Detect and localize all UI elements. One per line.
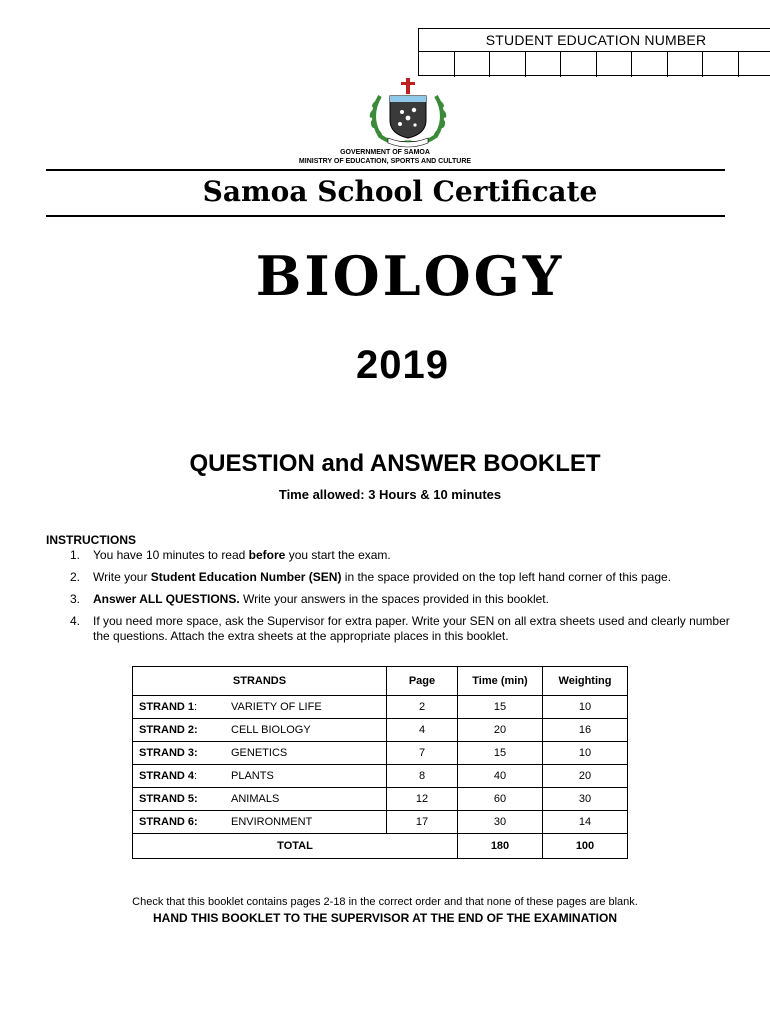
ministry-label: MINISTRY OF EDUCATION, SPORTS AND CULTURE (298, 158, 472, 165)
instruction-text: Write your answers in the spaces provided in this booklet. (239, 592, 549, 606)
strand-weighting: 30 (543, 788, 628, 811)
strand-weighting: 20 (543, 765, 628, 788)
check-note: Check that this booklet contains pages 2-18 in the correct order and that none of these pages are blank. (132, 896, 638, 908)
sen-cell[interactable] (419, 52, 455, 77)
strand-time: 15 (458, 696, 543, 719)
total-label: TOTAL (133, 834, 458, 859)
sen-cell[interactable] (490, 52, 526, 77)
instruction-text: in the space provided on the top left hand corner of this page. (341, 570, 672, 584)
strand-label: STRAND 4: (133, 765, 226, 788)
table-row (133, 788, 628, 811)
header-strands: STRANDS (133, 667, 387, 696)
time-allowed: Time allowed: 3 Hours & 10 minutes (278, 487, 502, 502)
sen-box (418, 28, 770, 76)
instructions-list (46, 548, 736, 651)
samoa-crest-icon (358, 76, 458, 148)
instruction-text: Write your (93, 570, 151, 584)
instruction-number: 1. (70, 548, 81, 562)
strand-time: 20 (458, 719, 543, 742)
sen-title: STUDENT EDUCATION NUMBER (419, 29, 770, 52)
sen-cells (419, 52, 770, 77)
strand-name: CELL BIOLOGY (225, 719, 387, 742)
table-row (133, 765, 628, 788)
strand-name: ANIMALS (225, 788, 387, 811)
instruction-emphasis: Student Education Number (SEN) (150, 570, 342, 584)
subject-title: BIOLOGY (255, 244, 565, 308)
sen-cell[interactable] (455, 52, 491, 77)
table-row (133, 719, 628, 742)
strand-name: GENETICS (225, 742, 387, 765)
sen-cell[interactable] (668, 52, 704, 77)
instruction-number: 4. (70, 614, 81, 628)
table-row (133, 742, 628, 765)
strand-time: 15 (458, 742, 543, 765)
table-row (133, 696, 628, 719)
divider (46, 215, 725, 217)
instruction-emphasis: before (248, 548, 286, 562)
total-weighting: 100 (543, 834, 628, 859)
instruction-text: If you need more space, ask the Supervisor for extra paper. Write your SEN on all extra sheets used and clearly number the questions. Attach the extra sheets at the appropriate places in this booklet. (93, 614, 730, 643)
strand-page: 17 (387, 811, 458, 834)
header-page: Page (387, 667, 458, 696)
sen-cell[interactable] (703, 52, 739, 77)
instruction-number: 2. (70, 570, 81, 584)
strand-weighting: 10 (543, 696, 628, 719)
strand-weighting: 10 (543, 742, 628, 765)
strand-name: VARIETY OF LIFE (225, 696, 387, 719)
instruction-item (46, 592, 736, 607)
instruction-emphasis: Answer ALL QUESTIONS. (93, 592, 240, 606)
strand-name: PLANTS (225, 765, 387, 788)
table-total-row (133, 834, 628, 859)
strand-label: STRAND 2: (133, 719, 226, 742)
instructions-heading: INSTRUCTIONS (46, 533, 136, 547)
strand-label: STRAND 3: (133, 742, 226, 765)
strand-time: 30 (458, 811, 543, 834)
strand-page: 7 (387, 742, 458, 765)
strand-page: 4 (387, 719, 458, 742)
strand-weighting: 14 (543, 811, 628, 834)
strands-table (132, 666, 628, 859)
sen-cell[interactable] (526, 52, 562, 77)
sen-cell[interactable] (561, 52, 597, 77)
sen-cell[interactable] (632, 52, 668, 77)
instruction-text: You have 10 minutes to read (93, 548, 249, 562)
instruction-text: you start the exam. (285, 548, 391, 562)
strand-page: 2 (387, 696, 458, 719)
strand-label: STRAND 5: (133, 788, 226, 811)
instruction-item (46, 570, 736, 585)
strand-time: 60 (458, 788, 543, 811)
sen-cell[interactable] (597, 52, 633, 77)
strand-weighting: 16 (543, 719, 628, 742)
sen-cell[interactable] (739, 52, 770, 77)
strand-label: STRAND 1: (133, 696, 226, 719)
table-header-row (133, 667, 628, 696)
booklet-title: QUESTION and ANSWER BOOKLET (189, 450, 601, 477)
hand-in-note: HAND THIS BOOKLET TO THE SUPERVISOR AT THE END OF THE EXAMINATION (152, 911, 618, 925)
certificate-title: Samoa School Certificate (202, 175, 598, 208)
total-time: 180 (458, 834, 543, 859)
exam-year: 2019 (356, 343, 449, 387)
instruction-item (46, 548, 736, 563)
table-row (133, 811, 628, 834)
header-time: Time (min) (458, 667, 543, 696)
instruction-number: 3. (70, 592, 81, 606)
strand-time: 40 (458, 765, 543, 788)
strand-name: ENVIRONMENT (225, 811, 387, 834)
government-label: GOVERNMENT OF SAMOA (340, 149, 430, 156)
strand-page: 8 (387, 765, 458, 788)
strand-page: 12 (387, 788, 458, 811)
strand-label: STRAND 6: (133, 811, 226, 834)
instruction-item (46, 614, 736, 644)
header-weighting: Weighting (543, 667, 628, 696)
